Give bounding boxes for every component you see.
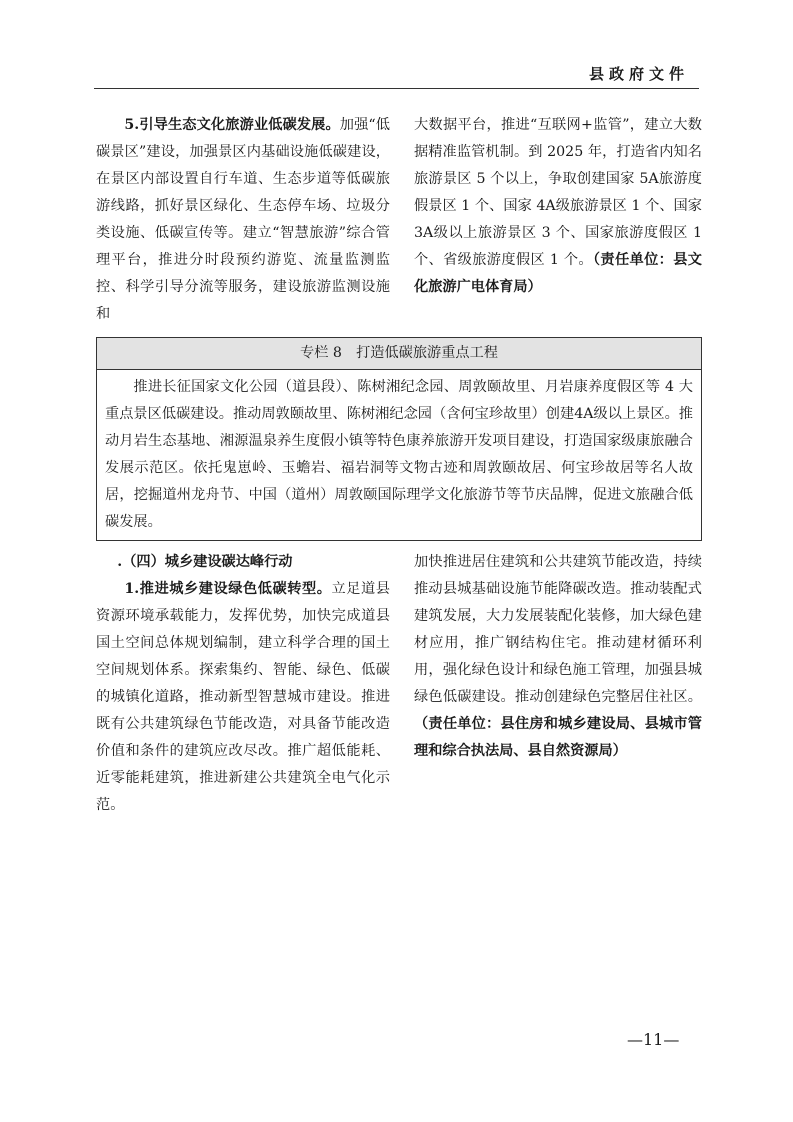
paragraph-heading: 1.推进城乡建设绿色低碳转型。 — [124, 581, 332, 597]
feature-box — [96, 337, 702, 541]
feature-box-title: 专栏 8 打造低碳旅游重点工程 — [97, 338, 701, 370]
paragraph-body: 大数据平台，推进“互联网+监管”，建立大数据精准监管机制。到 2025 年，打造省内知名旅游景区 5 个以上，争取创建国家 5A旅游度假景区 1 个、国家 4A级旅游景区 1 个、国家 3A级以上旅游景区 3 个、国家旅游度假区 1 个、省级旅游度假区 1 个。 — [414, 117, 702, 268]
responsible-unit: （责任单位：县文化旅游广电体育局） — [414, 252, 702, 295]
paragraph-body: 立足道县资源环境承载能力，发挥优势，加快完成道县国土空间总体规划编制，建立科学合理的国土空间规划体系。探索集约、智能、绿色、低碳的城镇化道路，推动新型智慧城市建设。推进既有公共建筑绿色节能改造，对具备节能改造价值和条件的建筑应改尽改。推广超低能耗、近零能耗建筑，推进新建公共建筑全电气化示范。 — [96, 581, 390, 813]
paragraph-continued — [414, 112, 702, 301]
right-column-bottom — [414, 549, 702, 765]
paragraph-continued — [414, 549, 702, 765]
left-column-top — [96, 112, 390, 328]
page-number: —11— — [627, 1030, 680, 1049]
left-column-bottom — [96, 549, 390, 819]
paragraph-eco-tourism — [96, 112, 390, 328]
paragraph-body: 加强“低碳景区”建设，加强景区内基础设施低碳建设，在景区内部设置自行车道、生态步道等低碳旅游线路，抓好景区绿化、生态停车场、垃圾分类设施、低碳宣传等。建立“智慧旅游”综合管理平台，推进分时段预约游览、流量监测监控、科学引导分流等服务，建设旅游监测设施和 — [96, 117, 390, 322]
responsible-unit: （责任单位：县住房和城乡建设局、县城市管理和综合执法局、县自然资源局） — [414, 716, 702, 759]
section-heading: .（四）城乡建设碳达峰行动 — [117, 554, 293, 570]
paragraph-urban-construction — [96, 576, 390, 819]
right-column-top — [414, 112, 702, 301]
feature-box-text: 推进长征国家文化公园（道县段）、陈树湘纪念园、周敦颐故里、月岩康养度假区等 4 大重点景区低碳建设。推动周敦颐故里、陈树湘纪念园（含何宝珍故里）创建4A级以上景区。推动月岩生态基地、湘源温泉养生度假小镇等特色康养旅游开发项目建设，打造国家级康旅融合发展示范区。依托鬼崽岭、玉蟾岩、福岩洞等文物古迹和周敦颐故居、何宝珍故居等名人故居，挖掘道州龙舟节、中国（道州）周敦颐国际理学文化旅游节等节庆品牌，促进文旅融合低碳发展。 — [105, 379, 693, 530]
feature-box-body — [97, 370, 701, 540]
header-rule — [94, 88, 699, 89]
document-header-title: 县政府文件 — [588, 65, 689, 83]
paragraph-heading: 5.引导生态文化旅游业低碳发展。 — [124, 117, 340, 133]
paragraph-body: 加快推进居住建筑和公共建筑节能改造，持续推动县城基础设施节能降碳改造。推动装配式建筑发展，大力发展装配化装修，加大绿色建材应用，推广钢结构住宅。推动建材循环利用，强化绿色设计和绿色施工管理，加强县城绿色低碳建设。推动创建绿色完整居住社区。 — [414, 554, 702, 705]
